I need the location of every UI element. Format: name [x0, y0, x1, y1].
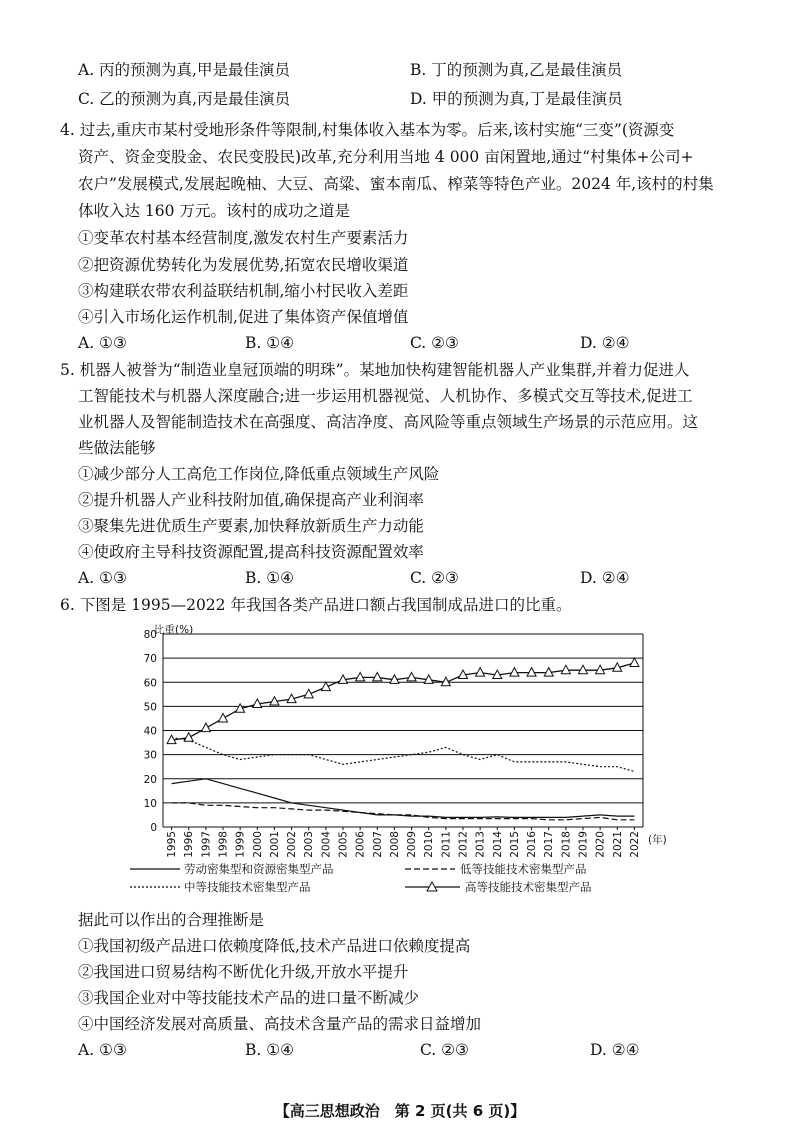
q4-option-d: D. ②④ — [580, 334, 630, 352]
x-tick-label-2004: 2004 — [320, 831, 333, 858]
q6-option-a: A. ①③ — [78, 1041, 127, 1059]
q3-option-c: C. 乙的预测为真,丙是最佳演员 — [78, 90, 291, 108]
series-line-3 — [172, 663, 635, 740]
q4-stem-line-2: 资产、资金变股金、农民变股民)改革,充分利用当地 4 000 亩闲置地,通过“村集体+公司+ — [78, 148, 694, 166]
legend-label-high-tech: 高等技能技术密集型产品 — [465, 880, 592, 894]
q6-option-c: C. ②③ — [420, 1041, 469, 1059]
q4-item-4: ④引入市场化运作机制,促进了集体资产保值增值 — [78, 308, 409, 326]
q6-stem: 6. 下图是 1995—2022 年我国各类产品进口额占我国制成品进口的比重。 — [60, 596, 572, 614]
q6-item-2: ②我国进口贸易结构不断优化升级,开放水平提升 — [78, 963, 409, 981]
q4-item-1: ①变革农村基本经营制度,激发农村生产要素活力 — [78, 229, 409, 247]
y-tick-label-60: 60 — [143, 677, 157, 690]
q3-option-d: D. 甲的预测为真,丁是最佳演员 — [410, 90, 623, 108]
x-tick-label-1998: 1998 — [217, 831, 230, 858]
q5-stem-line-1: 5. 机器人被誉为“制造业皇冠顶端的明珠”。某地加快构建智能机器人产业集群,并着力促进人 — [60, 361, 690, 379]
q6-prompt: 据此可以作出的合理推断是 — [78, 911, 265, 929]
x-tick-label-2003: 2003 — [303, 831, 316, 858]
q5-item-3: ③聚集先进优质生产要素,加快释放新质生产力动能 — [78, 517, 424, 535]
series-3-point-2019 — [579, 665, 588, 674]
q3-option-a: A. 丙的预测为真,甲是最佳演员 — [78, 61, 290, 79]
q4-option-c: C. ②③ — [410, 334, 459, 352]
q5-option-d: D. ②④ — [580, 569, 630, 587]
chart-x-label: (年) — [648, 834, 667, 846]
chart-grid — [163, 634, 643, 827]
legend-label-low-tech: 低等技能技术密集型产品 — [460, 862, 587, 876]
x-tick-label-1996: 1996 — [183, 831, 196, 858]
x-tick-label-2021: 2021 — [611, 831, 624, 858]
y-tick-label-10: 10 — [143, 797, 157, 810]
series-3-point-1997 — [201, 723, 210, 732]
x-tick-label-2017: 2017 — [543, 831, 556, 858]
q6-option-d: D. ②④ — [590, 1041, 640, 1059]
q5-item-1: ①减少部分人工高危工作岗位,降低重点领域生产风险 — [78, 465, 440, 483]
series-3-point-2009 — [407, 672, 416, 681]
series-3-point-2015 — [510, 668, 519, 677]
q4-stem-line-1: 4. 过去,重庆市某村受地形条件等限制,村集体收入基本为零。后来,该村实施“三变”(资源变 — [60, 121, 675, 139]
y-tick-label-80: 80 — [143, 629, 157, 641]
x-tick-label-2010: 2010 — [423, 831, 436, 858]
q6-option-b: B. ①④ — [245, 1041, 295, 1059]
y-tick-label-40: 40 — [143, 725, 157, 738]
x-tick-label-2012: 2012 — [457, 831, 470, 858]
page-footer: 【高三思想政治 第 2 页(共 6 页)】 — [274, 1102, 526, 1120]
y-tick-label-30: 30 — [143, 749, 157, 762]
series-3-point-2007 — [373, 672, 382, 681]
x-tick-label-2022: 2022 — [628, 831, 641, 858]
x-tick-label-2019: 2019 — [577, 831, 590, 858]
x-tick-label-2001: 2001 — [268, 831, 281, 858]
q4-item-3: ③构建联农带农利益联结机制,缩小村民收入差距 — [78, 282, 409, 300]
q4-stem-line-4: 体收入达 160 万元。该村的成功之道是 — [78, 202, 350, 220]
chart-y-label: 比重(%) — [154, 624, 194, 636]
x-tick-label-2000: 2000 — [251, 831, 264, 858]
y-tick-label-0: 0 — [150, 822, 157, 834]
legend-label-labor: 劳动密集型和资源密集型产品 — [184, 862, 334, 876]
chart-x-ticks — [166, 827, 641, 858]
q4-option-a: A. ①③ — [78, 334, 127, 352]
legend-label-mid-tech: 中等技能技术密集型产品 — [184, 880, 311, 894]
q5-option-b: B. ①④ — [245, 569, 295, 587]
q5-stem-line-2: 工智能技术与机器人深度融合;进一步运用机器视觉、人机协作、多模式交互等技术,促进工 — [78, 387, 693, 405]
x-tick-label-2002: 2002 — [286, 831, 299, 858]
chart-y-ticks — [144, 629, 157, 834]
q6-item-1: ①我国初级产品进口依赖度降低,技术产品进口依赖度提高 — [78, 937, 471, 955]
q5-option-a: A. ①③ — [78, 569, 127, 587]
x-tick-label-2014: 2014 — [491, 831, 504, 858]
q5-item-2: ②提升机器人产业科技附加值,确保提高产业利润率 — [78, 491, 424, 509]
x-tick-label-1997: 1997 — [200, 831, 213, 858]
y-tick-label-70: 70 — [143, 653, 157, 666]
x-tick-label-2011: 2011 — [440, 831, 453, 858]
series-3-point-2022 — [630, 658, 639, 667]
q6-item-3: ③我国企业对中等技能技术产品的进口量不断减少 — [78, 989, 420, 1007]
x-tick-label-2013: 2013 — [474, 831, 487, 858]
x-tick-label-2015: 2015 — [508, 831, 521, 858]
series-3-point-2013 — [476, 668, 485, 677]
q5-stem-line-4: 些做法能够 — [78, 439, 156, 457]
x-tick-label-2005: 2005 — [337, 831, 350, 858]
x-tick-label-2007: 2007 — [371, 831, 384, 858]
q5-option-c: C. ②③ — [410, 569, 459, 587]
series-3-point-2016 — [527, 668, 536, 677]
q4-stem-line-3: 农户”发展模式,发展起晚柚、大豆、高粱、蜜本南瓜、榨菜等特色产业。2024 年,该村的村集 — [78, 175, 714, 193]
series-line-0 — [172, 779, 635, 818]
series-3-point-1998 — [219, 713, 228, 722]
q4-item-2: ②把资源优势转化为发展优势,拓宽农民增收渠道 — [78, 256, 409, 274]
x-tick-label-2006: 2006 — [354, 831, 367, 858]
x-tick-label-2020: 2020 — [594, 831, 607, 858]
q5-item-4: ④使政府主导科技资源配置,提高科技资源配置效率 — [78, 543, 424, 561]
series-3-point-1996 — [184, 733, 193, 742]
y-tick-label-50: 50 — [143, 701, 157, 714]
y-tick-label-20: 20 — [143, 773, 157, 786]
x-tick-label-2018: 2018 — [560, 831, 573, 858]
x-tick-label-2016: 2016 — [526, 831, 539, 858]
series-3-point-2006 — [356, 672, 365, 681]
x-tick-label-1995: 1995 — [166, 831, 179, 858]
q4-option-b: B. ①④ — [245, 334, 295, 352]
x-tick-label-2009: 2009 — [406, 831, 419, 858]
x-tick-label-1999: 1999 — [234, 831, 247, 858]
q5-stem-line-3: 业机器人及智能制造技术在高强度、高洁净度、高风险等重点领域生产场景的示范应用。这 — [78, 413, 699, 431]
chart-legend — [130, 862, 592, 894]
q3-option-b: B. 丁的预测为真,乙是最佳演员 — [410, 61, 623, 79]
x-tick-label-2008: 2008 — [388, 831, 401, 858]
series-3-point-2018 — [561, 665, 570, 674]
q6-item-4: ④中国经济发展对高质量、高技术含量产品的需求日益增加 — [78, 1015, 482, 1033]
